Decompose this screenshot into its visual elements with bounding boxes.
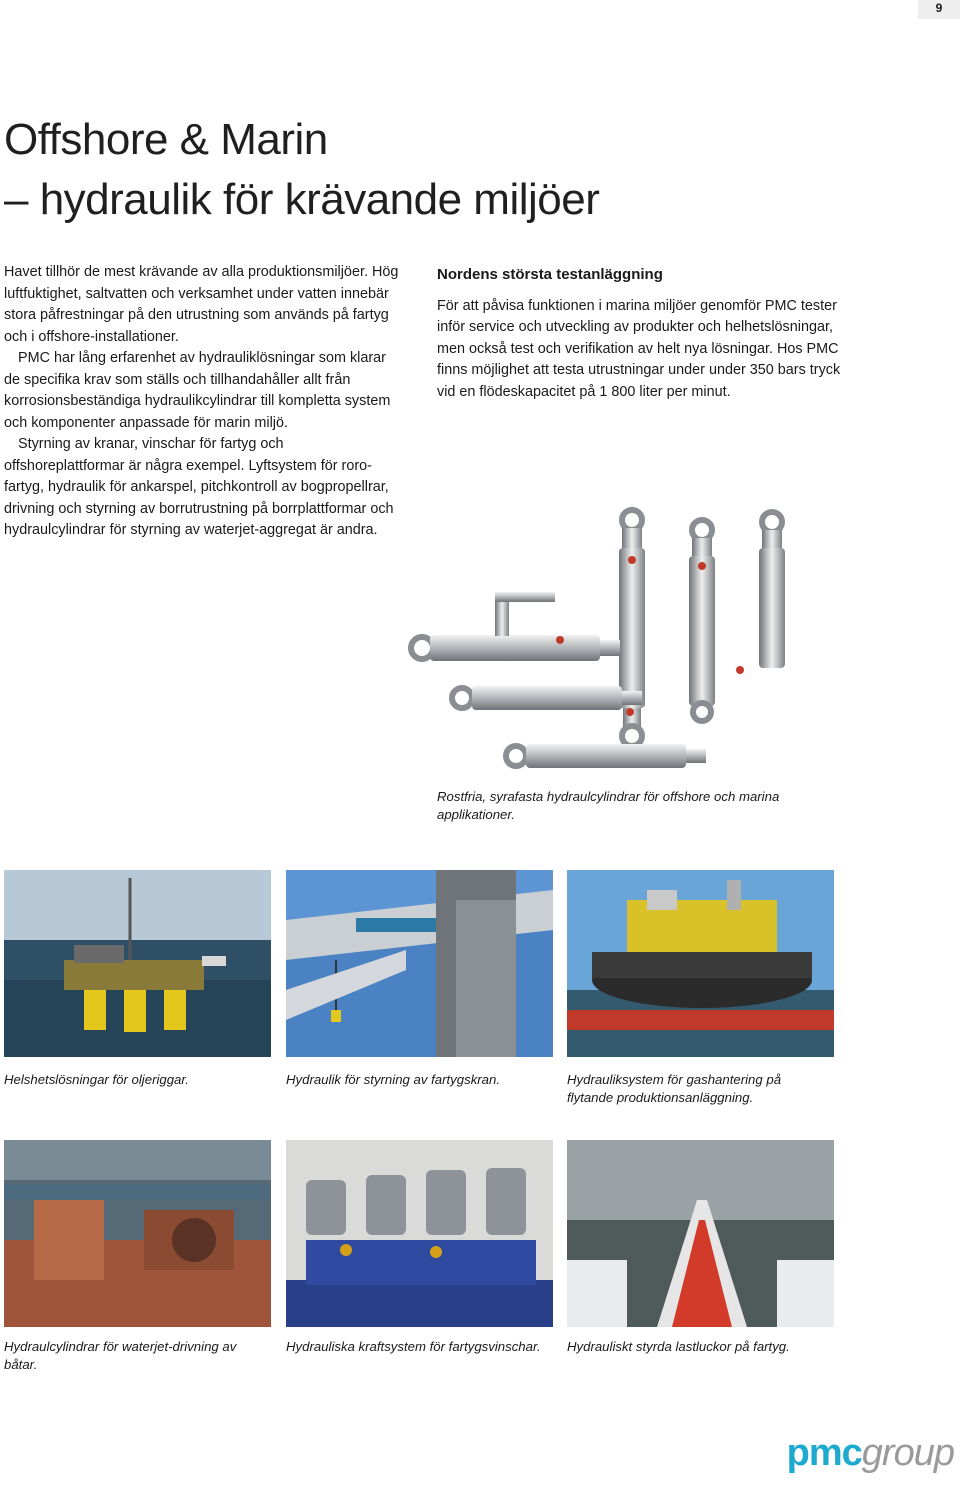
- intro-paragraph: Havet tillhör de mest krävande av alla produktionsmiljöer. Hög luftfuktighet, saltvatten och verksamhet under vatten innebär stora påfrestningar på den utrustning som används på fartyg och i offshore-installationer.: [4, 264, 399, 345]
- photo-caption-6: Hydrauliskt styrda lastluckor på fartyg.: [567, 1339, 790, 1354]
- photo-caption-1: Helshetslösningar för oljeriggar.: [4, 1072, 189, 1087]
- test-facility-heading: Nordens största testanläggning: [437, 266, 663, 283]
- oil-rig-photo: [4, 870, 271, 1057]
- examples-paragraph: Styrning av kranar, vinschar för fartyg och offshoreplattformar är några exempel. Lyftsystem för roro-fartyg, hydraulik för ankarspel, pitchkontroll av bogpropellrar, drivning och styrning av borrutrustning på borrplattformar och hydraulcylindrar för styrning av waterjet-aggregat är andra.: [4, 436, 394, 538]
- title-line-1: Offshore & Marin: [4, 115, 328, 164]
- cylinder-caption: Rostfria, syrafasta hydraulcylindrar för offshore och marina applikationer.: [437, 789, 780, 822]
- horizontal-cylinder-3: [506, 744, 706, 768]
- horizontal-cylinder-1: [411, 592, 620, 661]
- test-facility-paragraph: För att påvisa funktionen i marina miljöer genomför PMC tester inför service och utveckling av produkter och helhetslösningar, men också test och verifikation av helt nya lösningar. Hos PMC finns möjlighet att testa utrustningar under under 350 bars tryck vid en flödeskapacitet på 1 800 liter per minut.: [437, 297, 841, 400]
- horizontal-cylinder-2: [452, 686, 642, 710]
- photo-caption-3: Hydrauliksystem för gashantering på flytande produktionsanläggning.: [567, 1072, 782, 1105]
- page-title: [4, 110, 599, 230]
- right-column: [437, 264, 842, 403]
- cargo-ship-photo: [567, 1140, 834, 1327]
- waterjet-photo: [4, 1140, 271, 1327]
- gas-platform-photo: [567, 870, 834, 1057]
- page-number: 9: [918, 0, 960, 19]
- hydraulic-cylinders-image: [400, 500, 800, 780]
- vertical-cylinder-2: [689, 520, 715, 721]
- vertical-cylinder-3: [759, 512, 785, 668]
- logo-pmc-text: pmc: [786, 1432, 862, 1474]
- ship-crane-photo: [286, 870, 553, 1057]
- experience-paragraph: PMC har lång erfarenhet av hydrauliklösningar som klarar de specifika krav som ställs och tillhandahåller allt från korrosionsbeständiga hydraulikcylindrar till kompletta system och komponenter anpassade för marin miljö.: [4, 350, 391, 431]
- photo-caption-2: Hydraulik för styrning av fartygskran.: [286, 1072, 501, 1087]
- photo-caption-5: Hydrauliska kraftsystem för fartygsvinschar.: [286, 1339, 541, 1354]
- pmc-group-logo: [787, 1432, 954, 1475]
- power-units-photo: [286, 1140, 553, 1327]
- title-line-2: – hydraulik för krävande miljöer: [4, 175, 600, 224]
- left-column: [4, 262, 402, 542]
- photo-caption-4: Hydraulcylindrar för waterjet-drivning av båtar.: [4, 1339, 237, 1372]
- logo-group-text: group: [861, 1432, 954, 1474]
